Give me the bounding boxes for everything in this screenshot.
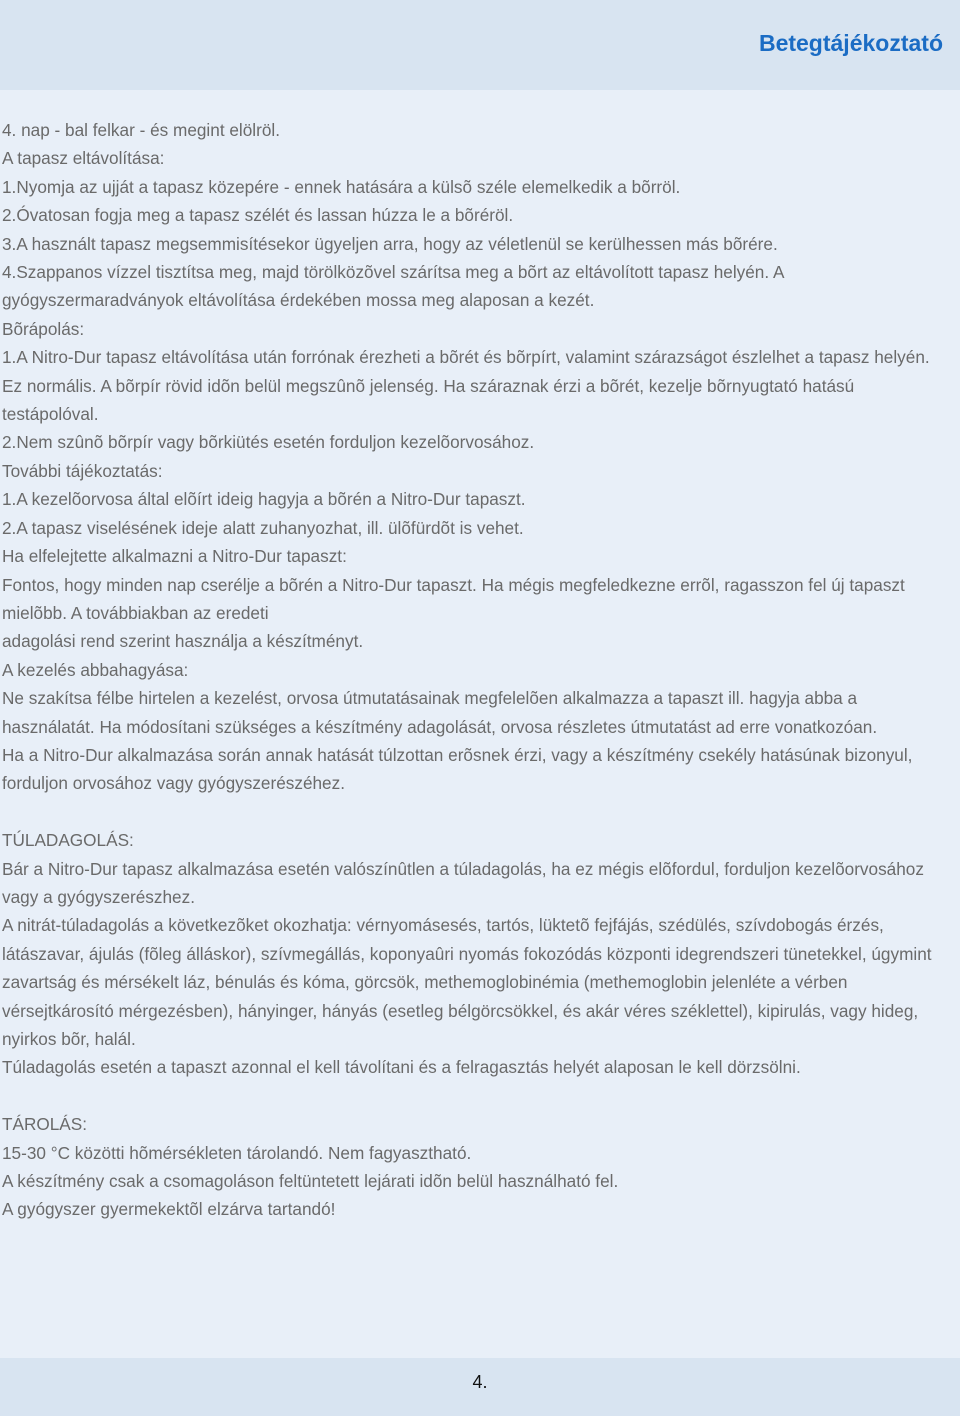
paragraph: 4. nap - bal felkar - és megint elölröl. <box>2 120 280 140</box>
paragraph: 2.Óvatosan fogja meg a tapasz szélét és lassan húzza le a bõréröl. <box>2 205 514 226</box>
section-heading: Ha elfelejtette alkalmazni a Nitro-Dur tapaszt: <box>2 546 347 567</box>
paragraph: A készítmény csak a csomagoláson feltüntetett lejárati idõn belül használható fel. <box>2 1171 619 1191</box>
paragraph: 1.Nyomja az ujját a tapasz közepére - ennek hatására a külsõ széle elemelkedik a bõrröl. <box>2 176 681 197</box>
page-number: 4. <box>472 1372 488 1392</box>
section-heading: A kezelés abbahagyása: <box>2 659 189 680</box>
paragraph: 2.A tapasz viselésének ideje alatt zuhanyozhat, ill. ülõfürdõt is vehet. <box>2 517 524 538</box>
paragraph: 1.A Nitro-Dur tapasz eltávolítása után forrónak érezheti a bõrét és bõrpírt, valamint szárazságot észlelhet a tapasz helyén. Ez normális. A bõrpír rövid idõn belül megszûnõ jelenség. Ha száraznak érzi a bõrét, kezelje bõrnyugtató hatású testápolóval. <box>2 347 930 425</box>
section-heading: Bõrápolás: <box>2 318 85 339</box>
section-heading: TÁROLÁS: <box>2 1114 88 1135</box>
spacer <box>2 1082 952 1110</box>
paragraph: 2.Nem szûnõ bõrpír vagy bõrkiütés esetén forduljon kezelõorvosához. <box>2 432 535 453</box>
section-heading: TÚLADAGOLÁS: <box>2 830 134 851</box>
paragraph: adagolási rend szerint használja a készítményt. <box>2 631 364 652</box>
paragraph: Bár a Nitro-Dur tapasz alkalmazása esetén valószínûtlen a túladagolás, ha ez mégis elõfordul, forduljon kezelõorvosához vagy a gyógyszerészhez. <box>2 858 924 907</box>
header-title: Betegtájékoztató <box>758 30 943 56</box>
section-heading: A tapasz eltávolítása: <box>2 148 165 169</box>
section-heading: További tájékoztatás: <box>2 460 163 481</box>
paragraph: A nitrát-túladagolás a következõket okozhatja: vérnyomásesés, tartós, lüktetõ fejfájás, szédülés, szívdobogás érzés, látászavar, ájulás (fõleg álláskor), szívmegállás, koponyaûri nyomás fokozódás központi idegrendszeri tünetekkel, úgymint zavartság és mérsékelt láz, bénulás és kóma, görcsök, methemoglobinémia (methemoglobin jelenléte a vérben vérsejtkárosító mérgezésben), hányinger, hányás (esetleg bélgörcsökkel, és akár véres széklettel), kipirulás, vagy hideg, nyirkos bõr, halál. <box>2 915 932 1049</box>
paragraph: 15-30 °C közötti hõmérsékleten tárolandó. Nem fagyasztható. <box>2 1142 472 1163</box>
paragraph: 3.A használt tapasz megsemmisítésekor ügyeljen arra, hogy az véletlenül se kerülhessen más bõrére. <box>2 233 778 254</box>
document-body <box>0 90 960 1358</box>
spacer <box>2 798 952 826</box>
paragraph: A gyógyszer gyermekektõl elzárva tartandó! <box>2 1199 336 1220</box>
paragraph: 4.Szappanos vízzel tisztítsa meg, majd törölközõvel szárítsa meg a bõrt az eltávolított tapasz helyén. A gyógyszermaradványok eltávolítása érdekében mossa meg alaposan a kezét. <box>2 262 784 311</box>
paragraph: Fontos, hogy minden nap cserélje a bõrén a Nitro-Dur tapaszt. Ha mégis megfeledkezne errõl, ragasszon fel új tapaszt mielõbb. A továbbiakban az eredeti <box>2 574 905 623</box>
paragraph: Túladagolás esetén a tapaszt azonnal el kell távolítani és a felragasztás helyét alaposan le kell dörzsölni. <box>2 1057 801 1078</box>
page-header <box>0 0 960 90</box>
paragraph: Ha a Nitro-Dur alkalmazása során annak hatását túlzottan erõsnek érzi, vagy a készítmény csekély hatásúnak bizonyul, forduljon orvosához vagy gyógyszerészéhez. <box>2 744 913 794</box>
text-block <box>2 116 952 1224</box>
paragraph: Ne szakítsa félbe hirtelen a kezelést, orvosa útmutatásainak megfelelõen alkalmazza a tapaszt ill. hagyja abba a használatát. Ha módosítani szükséges a készítmény adagolását, orvosa részletes útmutatást ad erre vonatkozóan. <box>2 688 878 737</box>
paragraph: 1.A kezelõorvosa által elõírt ideig hagyja a bõrén a Nitro-Dur tapaszt. <box>2 489 526 510</box>
page-footer <box>0 1358 960 1416</box>
